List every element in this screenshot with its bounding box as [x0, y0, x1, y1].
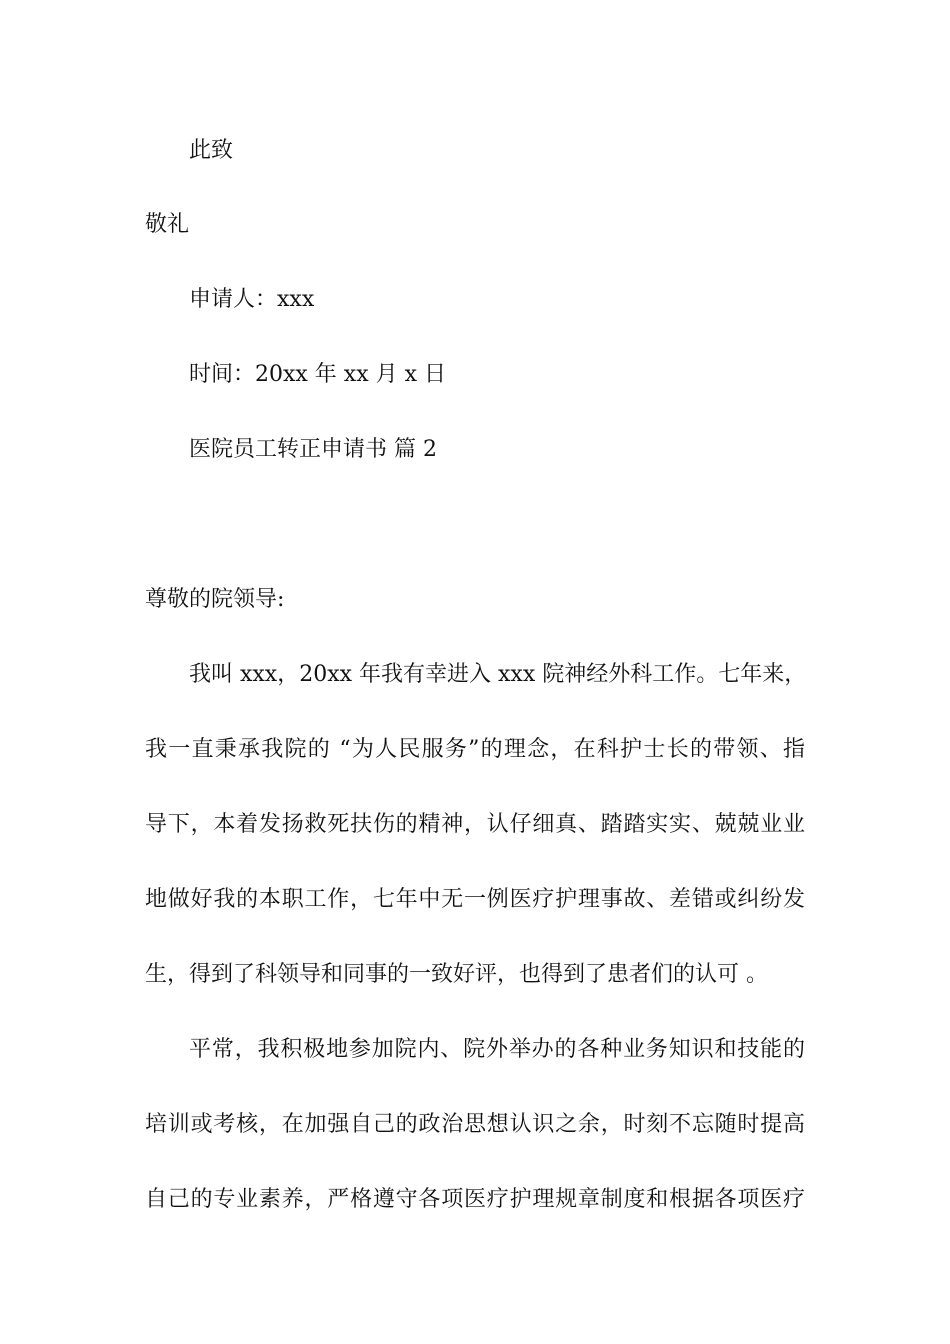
- paragraph2-line: 培训或考核，在加强自己的政治思想认识之余，时刻不忘随时提高: [145, 1112, 805, 1137]
- paragraph2-line: 自己的专业素养，严格遵守各项医疗护理规章制度和根据各项医疗: [145, 1187, 805, 1212]
- closing-regards: 敬礼: [145, 212, 190, 237]
- paragraph1-line: 我一直秉承我院的 “为人民服务”的理念，在科护士长的带领、指: [145, 737, 805, 762]
- paragraph1-line: 导下，本着发扬救死扶伤的精神，认仔细真、踏踏实实、兢兢业业: [145, 812, 805, 837]
- paragraph1-line: 我叫 xxx，20xx 年我有幸进入 xxx 院神经外科工作。七年来，: [189, 662, 807, 687]
- paragraph1-line: 地做好我的本职工作，七年中无一例医疗护理事故、差错或纠纷发: [145, 887, 805, 912]
- date-line: 时间：20xx 年 xx 月 x 日: [189, 362, 446, 387]
- applicant-line: 申请人：xxx: [189, 287, 315, 312]
- section-title: 医院员工转正申请书 篇 2: [189, 437, 437, 462]
- paragraph1-line: 生，得到了科领导和同事的一致好评，也得到了患者们的认可 。: [145, 962, 768, 987]
- closing-salute: 此致: [189, 138, 234, 163]
- paragraph2-line: 平常，我积极地参加院内、院外举办的各种业务知识和技能的: [189, 1037, 805, 1062]
- letter-greeting: 尊敬的院领导:: [145, 587, 285, 612]
